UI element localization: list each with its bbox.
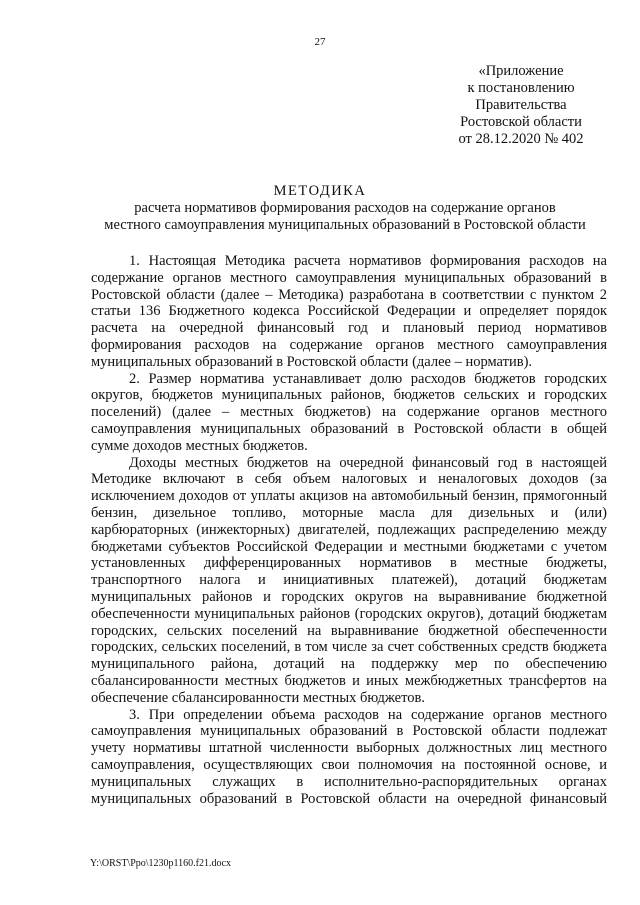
appendix-line: Ростовской области <box>460 114 582 130</box>
subtitle-line: расчета нормативов формирования расходов на содержание органов <box>134 200 556 216</box>
appendix-line: к постановлению <box>467 80 575 96</box>
appendix-block <box>446 63 596 148</box>
paragraph-2: 2. Размер норматива устанавливает долю расходов бюджетов городских округов, бюджетов муниципальных районов, бюджетов сельских и городских поселений) (далее – местных бюджетов) на содержание органов местного самоуправления муниципальных образований в Ростовской области в общей сумме доходов местных бюджетов. <box>91 370 607 454</box>
body-text <box>91 253 607 807</box>
paragraph-3: Доходы местных бюджетов на очередной финансовый год в настоящей Методике включают в себя объем налоговых и неналоговых доходов (за исключением доходов от уплаты акцизов на автомобильный бензин, прямогонный бензин, дизельное топливо, моторные масла для дизельных и (или) карбюраторных (инжекторных) двигателей, подлежащих распределению между бюджетами субъектов Российской Федерации и местными бюджетами с учетом установленных дифференцированных нормативов в местные бюджеты, транспортного налога и инициативных платежей), дотаций бюджетам муниципальных районов и городских округов на выравнивание бюджетной обеспеченности муниципальных районов (городских округов), дотаций бюджетам городских, сельских поселений на выравнивание бюджетной обеспеченности городских, сельских поселений, в том числе за счет собственных средств бюджета муниципального района, дотаций на поддержку мер по обеспечению сбалансированности местных бюджетов и иных межбюджетных трансфертов на обеспечение сбалансированности местных бюджетов. <box>91 454 607 706</box>
paragraph-1: 1. Настоящая Методика расчета нормативов формирования расходов на содержание органов местного самоуправления муниципальных образований в Ростовской области (далее – Методика) разработана в соответствии с пунктом 2 статьи 136 Бюджетного кодекса Российской Федерации и определяет порядок расчета на очередной финансовый год и плановый период нормативов формирования расходов на содержание органов местного самоуправления муниципальных образований в Ростовской области (далее – норматив). <box>91 253 607 370</box>
subtitle-line: местного самоуправления муниципальных образований в Ростовской области <box>104 217 586 233</box>
file-path-footer: Y:\ORST\Ppo\1230p1160.f21.docx <box>90 858 231 869</box>
appendix-line: «Приложение <box>478 63 564 79</box>
page-number: 27 <box>314 36 326 48</box>
paragraph-4: 3. При определении объема расходов на содержание органов местного самоуправления муниципальных образований в Ростовской области подлежат учету нормативы штатной численности выборных должностных лиц местного самоуправления, осуществляющих свои полномочия на постоянной основе, и муниципальных служащих в исполнительно-распорядительных органах муниципальных образований в Ростовской области на очередной финансовый <box>91 706 607 807</box>
appendix-line: от 28.12.2020 № 402 <box>458 131 584 147</box>
document-subtitle <box>60 200 630 234</box>
document-title: МЕТОДИКА <box>273 183 367 199</box>
appendix-line: Правительства <box>475 97 567 113</box>
